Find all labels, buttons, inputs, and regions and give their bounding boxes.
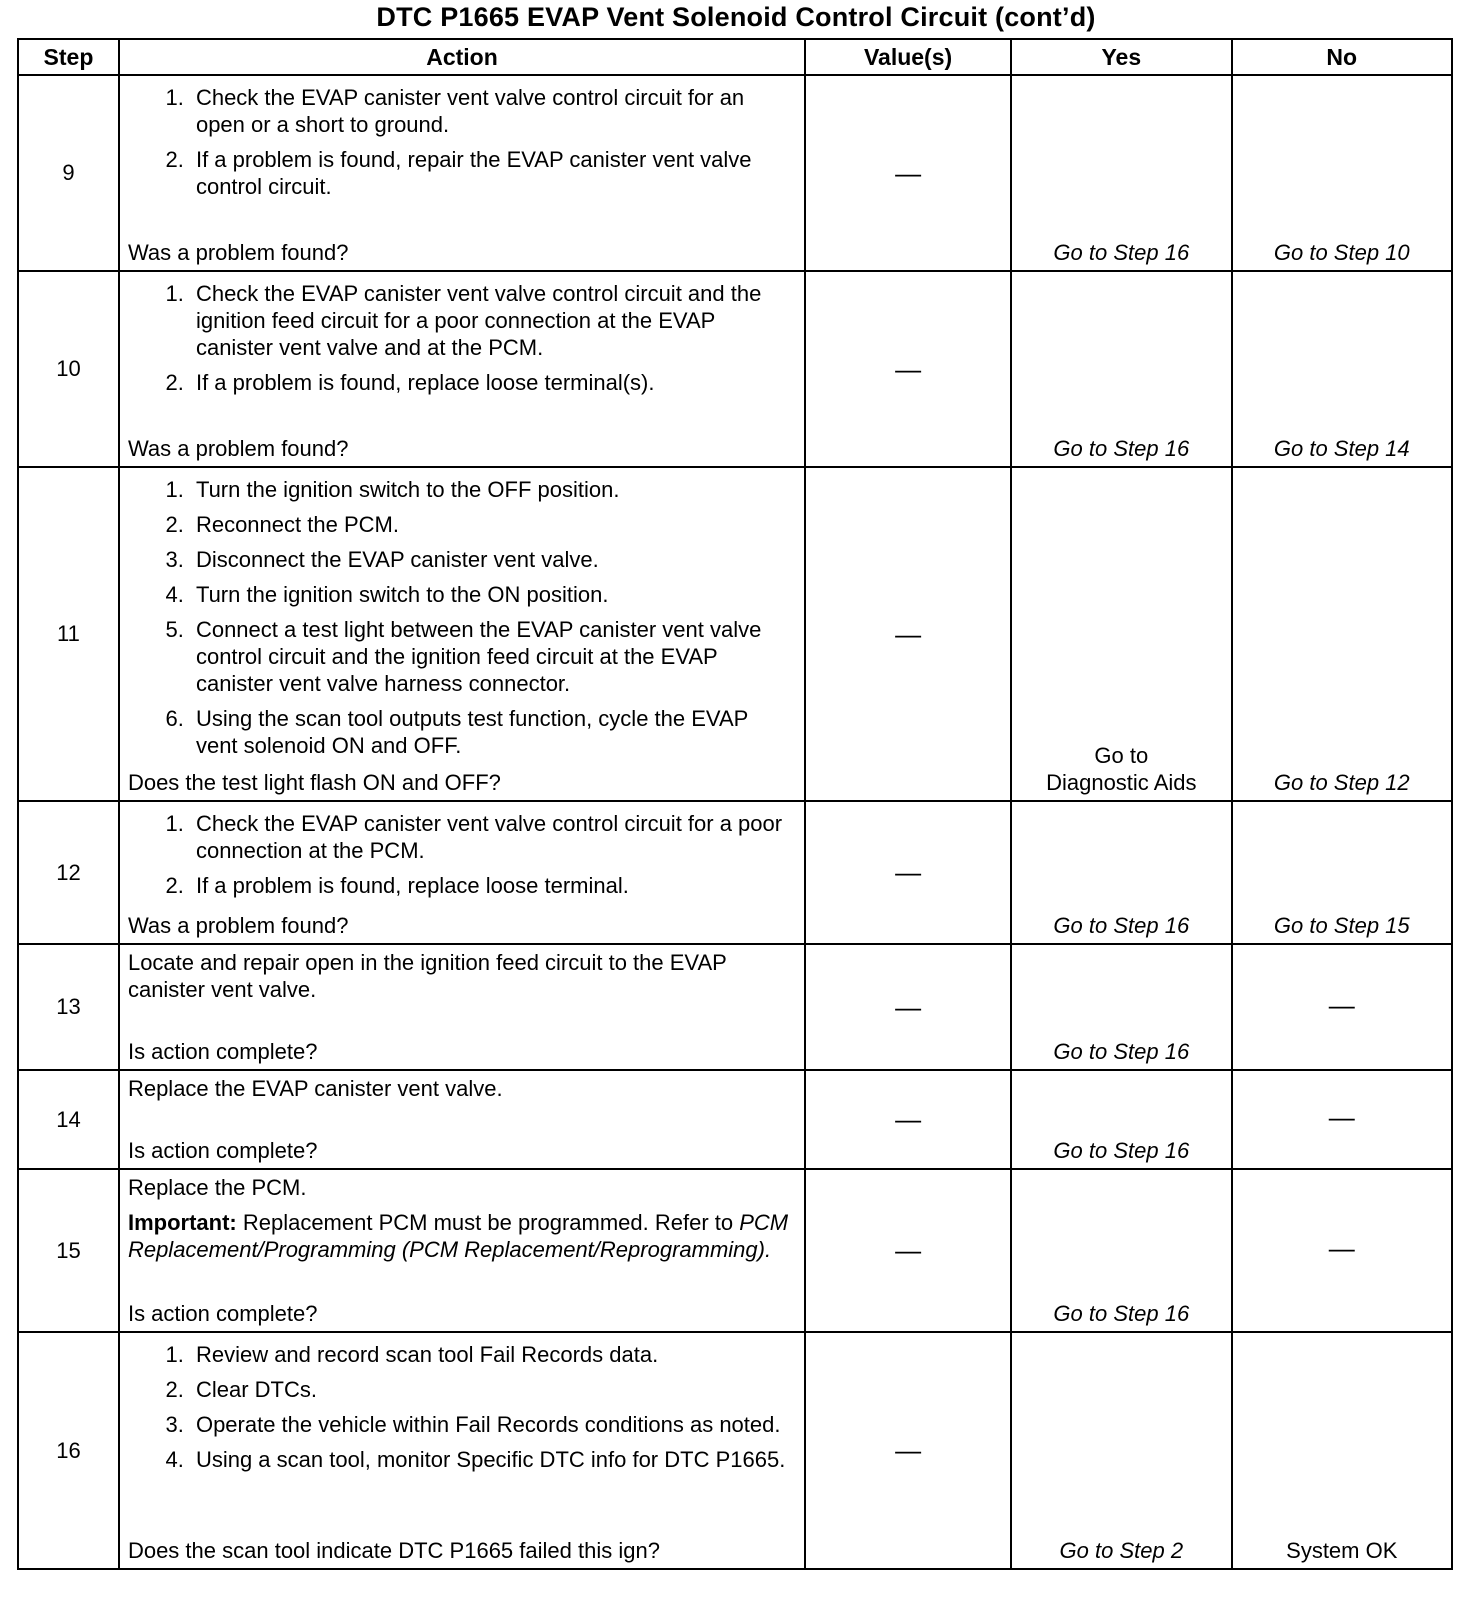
step-number: 12 (18, 801, 119, 944)
yes-cell: Go to Step 2 (1011, 1332, 1231, 1569)
action-step: 1. Check the EVAP canister vent valve control circuit for a poor connection at the PCM. (190, 810, 794, 864)
diagnostic-table (17, 38, 1453, 1570)
action-step: 4. Using a scan tool, monitor Specific DTC info for DTC P1665. (190, 1446, 794, 1473)
table-header-row (18, 39, 1452, 75)
action-step: 1. Turn the ignition switch to the OFF position. (190, 476, 794, 503)
table-row-step-16 (18, 1332, 1452, 1569)
no-cell: Go to Step 12 (1232, 467, 1452, 801)
action-question: Does the test light flash ON and OFF? (127, 770, 501, 795)
yes-line-2: Diagnostic Aids (1046, 770, 1197, 795)
no-cell: System OK (1232, 1332, 1452, 1569)
action-step: 3. Operate the vehicle within Fail Records conditions as noted. (190, 1411, 794, 1438)
action-question: Is action complete? (127, 1039, 318, 1064)
table-row-step-15 (18, 1169, 1452, 1332)
action-question: Was a problem found? (127, 240, 349, 265)
no-cell: Go to Step 15 (1232, 801, 1452, 944)
no-cell: — (1232, 944, 1452, 1070)
table-row-step-14 (18, 1070, 1452, 1169)
step-number: 16 (18, 1332, 119, 1569)
action-step: 5. Connect a test light between the EVAP canister vent valve control circuit and the ignition feed circuit at the EVAP canister vent valve harness connector. (190, 616, 794, 697)
step-number: 14 (18, 1070, 119, 1169)
action-step: 1. Review and record scan tool Fail Records data. (190, 1341, 794, 1368)
action-step: 1. Check the EVAP canister vent valve control circuit for an open or a short to ground. (190, 84, 794, 138)
important-text: Replacement PCM must be programmed. Refer to (236, 1210, 740, 1235)
header-no: No (1232, 39, 1452, 75)
action-question: Does the scan tool indicate DTC P1665 failed this ign? (127, 1538, 660, 1563)
header-action: Action (119, 39, 805, 75)
page-title: DTC P1665 EVAP Vent Solenoid Control Circuit (cont’d) (376, 2, 1096, 32)
action-cell (119, 1169, 805, 1332)
step-number: 10 (18, 271, 119, 467)
yes-cell (1011, 467, 1231, 801)
action-text: Locate and repair open in the ignition feed circuit to the EVAP canister vent valve. (127, 950, 727, 1002)
action-cell (119, 1070, 805, 1169)
step-number: 15 (18, 1169, 119, 1332)
yes-cell: Go to Step 16 (1011, 1070, 1231, 1169)
yes-cell: Go to Step 16 (1011, 271, 1231, 467)
value-cell: — (805, 75, 1011, 271)
table-row-step-10 (18, 271, 1452, 467)
action-question: Was a problem found? (127, 436, 349, 461)
action-step: 4. Turn the ignition switch to the ON position. (190, 581, 794, 608)
action-text: Replace the EVAP canister vent valve. (127, 1076, 503, 1101)
action-question: Is action complete? (127, 1138, 318, 1163)
table-row-step-12 (18, 801, 1452, 944)
no-cell: — (1232, 1070, 1452, 1169)
action-step: 1. Check the EVAP canister vent valve control circuit and the ignition feed circuit for a poor connection at the EVAP canister vent valve and at the PCM. (190, 280, 794, 361)
yes-line-1: Go to (1094, 743, 1149, 768)
no-cell: Go to Step 10 (1232, 75, 1452, 271)
value-cell: — (805, 1070, 1011, 1169)
action-cell (119, 467, 805, 801)
value-cell: — (805, 1169, 1011, 1332)
table-row-step-13 (18, 944, 1452, 1070)
no-cell: — (1232, 1169, 1452, 1332)
header-values: Value(s) (805, 39, 1011, 75)
action-cell (119, 271, 805, 467)
value-cell: — (805, 944, 1011, 1070)
yes-cell: Go to Step 16 (1011, 75, 1231, 271)
value-cell: — (805, 801, 1011, 944)
step-number: 9 (18, 75, 119, 271)
table-row-step-9 (18, 75, 1452, 271)
no-cell: Go to Step 14 (1232, 271, 1452, 467)
header-step: Step (18, 39, 119, 75)
action-cell (119, 944, 805, 1070)
action-text: Replace the PCM. (127, 1175, 307, 1200)
action-cell (119, 1332, 805, 1569)
action-step: 2. If a problem is found, replace loose terminal(s). (190, 369, 794, 396)
action-step: 2. Reconnect the PCM. (190, 511, 794, 538)
action-step: 3. Disconnect the EVAP canister vent valve. (190, 546, 794, 573)
header-yes: Yes (1011, 39, 1231, 75)
important-label: Important: (127, 1210, 237, 1235)
yes-cell: Go to Step 16 (1011, 944, 1231, 1070)
action-step: 2. If a problem is found, repair the EVAP canister vent valve control circuit. (190, 146, 794, 200)
value-cell: — (805, 1332, 1011, 1569)
step-number: 13 (18, 944, 119, 1070)
important-note (128, 1209, 794, 1263)
step-number: 11 (18, 467, 119, 801)
table-row-step-11 (18, 467, 1452, 801)
yes-cell: Go to Step 16 (1011, 1169, 1231, 1332)
action-question: Was a problem found? (127, 913, 349, 938)
action-step: 2. If a problem is found, replace loose terminal. (190, 872, 794, 899)
action-step: 6. Using the scan tool outputs test function, cycle the EVAP vent solenoid ON and OFF. (190, 705, 794, 759)
yes-cell: Go to Step 16 (1011, 801, 1231, 944)
action-step: 2. Clear DTCs. (190, 1376, 794, 1403)
value-cell: — (805, 467, 1011, 801)
action-question: Is action complete? (127, 1301, 318, 1326)
action-cell (119, 75, 805, 271)
value-cell: — (805, 271, 1011, 467)
action-cell (119, 801, 805, 944)
important-ref: PCM Replacement/Programming (PCM Replacement/Reprogramming). (127, 1210, 789, 1262)
